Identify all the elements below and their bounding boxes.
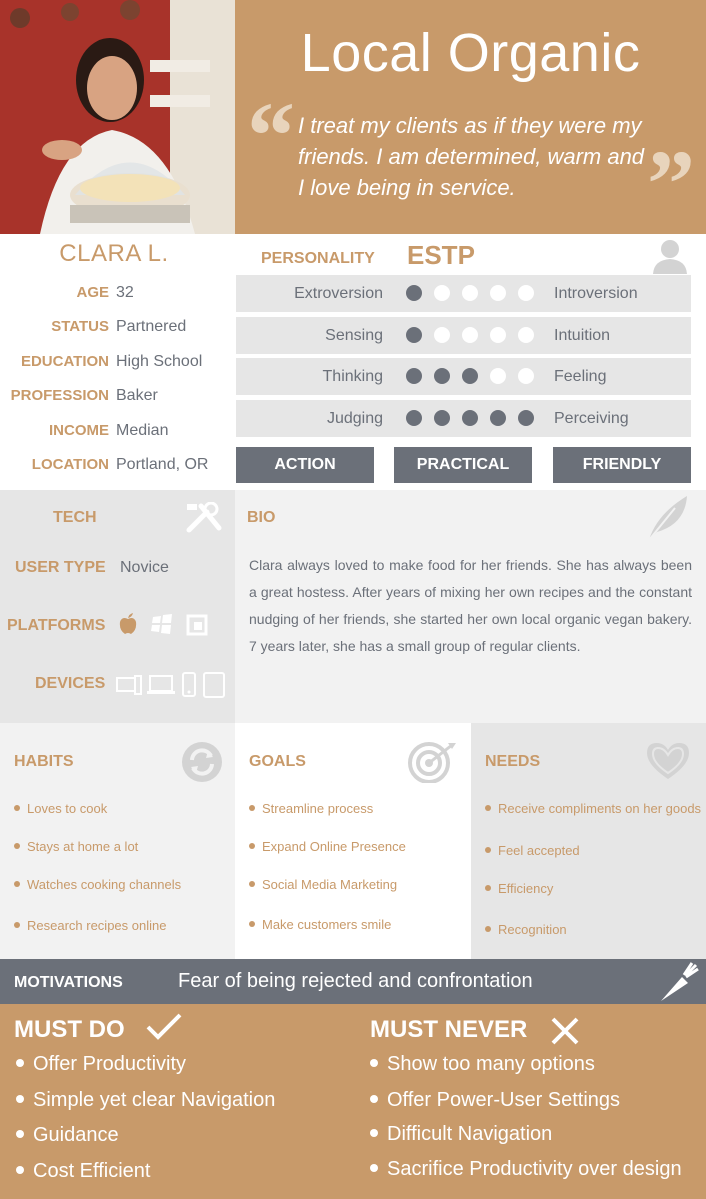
list-item: Offer Productivity xyxy=(14,1052,275,1088)
trait-dot-filled xyxy=(406,410,422,426)
motivations-bar xyxy=(0,959,706,1004)
header-banner xyxy=(235,0,706,237)
goals-list xyxy=(249,801,406,932)
persona-quote: I treat my clients as if they were my friends. I am determined, warm and I love being in service. xyxy=(298,113,645,200)
trait-dot-empty xyxy=(462,285,478,301)
trait-right-label: Feeling xyxy=(554,368,607,385)
must-do-list xyxy=(14,1052,275,1194)
platforms-label: PLATFORMS xyxy=(7,617,106,634)
trait-right-label: Perceiving xyxy=(554,410,629,427)
list-item: Streamline process xyxy=(249,801,406,816)
tablet-icon xyxy=(203,672,225,703)
list-item: Simple yet clear Navigation xyxy=(14,1088,275,1124)
motivations-label: MOTIVATIONS xyxy=(14,974,123,991)
trait-left-label: Sensing xyxy=(325,327,383,344)
profile-value: Median xyxy=(116,422,169,439)
trait-left-label: Judging xyxy=(326,410,383,427)
must-never-label: MUST NEVER xyxy=(370,1016,528,1043)
persona-name: CLARA L. xyxy=(59,240,169,267)
windows-icon xyxy=(151,614,173,639)
trait-dot-filled xyxy=(406,368,422,384)
tools-icon xyxy=(185,502,223,539)
trait-dot-empty xyxy=(518,285,534,301)
list-item: Show too many options xyxy=(368,1052,682,1088)
trait-dot-filled xyxy=(434,368,450,384)
trait-scale xyxy=(406,285,534,301)
trait-row xyxy=(236,400,691,437)
user-icon xyxy=(650,238,690,279)
trait-scale xyxy=(406,368,534,384)
profile-row-profession xyxy=(0,387,235,421)
trait-dot-empty xyxy=(434,327,450,343)
user-type-label: USER TYPE xyxy=(15,559,106,576)
phone-icon xyxy=(181,672,197,703)
profile-label: LOCATION xyxy=(31,456,109,473)
habits-list xyxy=(14,801,181,933)
list-item: Difficult Navigation xyxy=(368,1122,682,1157)
user-type-value: Novice xyxy=(120,559,169,576)
bio-panel xyxy=(235,490,706,723)
persona-photo xyxy=(0,0,235,234)
list-item: Guidance xyxy=(14,1123,275,1159)
apple-icon xyxy=(118,613,138,640)
list-item: Offer Power-User Settings xyxy=(368,1088,682,1123)
goals-label: GOALS xyxy=(249,753,306,770)
trait-dot-filled xyxy=(462,410,478,426)
profile-value: 32 xyxy=(116,284,134,301)
close-quote-icon: ” xyxy=(647,130,695,237)
personality-label: PERSONALITY xyxy=(261,250,375,267)
linux-icon xyxy=(186,614,208,641)
profile-label: PROFESSION xyxy=(10,387,109,404)
list-item: Make customers smile xyxy=(249,917,406,932)
heart-icon xyxy=(645,741,691,786)
trait-dot-filled xyxy=(518,410,534,426)
trait-row xyxy=(236,317,691,354)
profile-row-income xyxy=(0,422,235,456)
must-do-label: MUST DO xyxy=(14,1016,125,1043)
bio-label: BIO xyxy=(247,509,276,526)
profile-value: Portland, OR xyxy=(116,456,209,473)
must-never-list xyxy=(368,1052,682,1192)
list-item: Receive compliments on her goods xyxy=(485,801,701,816)
trait-dot-filled xyxy=(434,410,450,426)
trait-dot-filled xyxy=(406,327,422,343)
trait-dot-empty xyxy=(490,327,506,343)
list-item: Expand Online Presence xyxy=(249,839,406,854)
trait-left-label: Extroversion xyxy=(294,285,383,302)
list-item: Stays at home a lot xyxy=(14,839,181,854)
close-icon xyxy=(550,1016,580,1051)
profile-row-education xyxy=(0,353,235,387)
needs-panel xyxy=(471,723,706,959)
habits-panel xyxy=(0,723,235,959)
trait-dot-filled xyxy=(462,368,478,384)
personality-tag-friendly: FRIENDLY xyxy=(553,447,691,483)
trait-scale xyxy=(406,327,534,343)
trait-row xyxy=(236,358,691,395)
habits-label: HABITS xyxy=(14,753,74,770)
list-item: Cost Efficient xyxy=(14,1159,275,1195)
trait-dot-empty xyxy=(518,368,534,384)
goals-panel xyxy=(235,723,471,959)
trait-dot-filled xyxy=(406,285,422,301)
list-item: Research recipes online xyxy=(14,918,181,933)
open-quote-icon: “ xyxy=(247,82,295,189)
trait-right-label: Introversion xyxy=(554,285,638,302)
list-item: Feel accepted xyxy=(485,843,701,858)
trait-dot-empty xyxy=(434,285,450,301)
devices-label: DEVICES xyxy=(35,675,106,692)
profile-label: STATUS xyxy=(51,318,109,335)
profile-label: INCOME xyxy=(49,422,109,439)
desktop-icon xyxy=(116,674,142,701)
trait-dot-empty xyxy=(462,327,478,343)
page-title: Local Organic xyxy=(300,23,641,83)
trait-right-label: Intuition xyxy=(554,327,611,344)
profile-value: Baker xyxy=(116,387,158,404)
list-item: Loves to cook xyxy=(14,801,181,816)
bio-text: Clara always loved to make food for her friends. She has always been a great hostess. After years of mixing her own recipes and the constant nudging of her friends, she started her own local organic vegan bakery. 7 years later, she has a small group of regular clients. xyxy=(249,557,692,654)
trait-left-label: Thinking xyxy=(322,368,383,385)
profile-row-age xyxy=(0,284,235,318)
personality-tag-practical: PRACTICAL xyxy=(394,447,532,483)
profile-row-status xyxy=(0,318,235,352)
trait-dot-filled xyxy=(490,410,506,426)
trait-dot-empty xyxy=(490,285,506,301)
list-item: Sacrifice Productivity over design xyxy=(368,1157,682,1193)
motivations-text: Fear of being rejected and confrontation xyxy=(178,970,533,992)
profile-value: High School xyxy=(116,353,203,370)
needs-list xyxy=(485,801,701,937)
feather-icon xyxy=(645,494,691,547)
must-panel xyxy=(0,1004,706,1199)
carrot-icon xyxy=(658,961,700,1008)
list-item: Recognition xyxy=(485,922,701,937)
trait-scale xyxy=(406,410,534,426)
check-icon xyxy=(145,1012,183,1047)
list-item: Efficiency xyxy=(485,881,701,896)
profile-label: AGE xyxy=(76,284,109,301)
refresh-icon xyxy=(181,741,223,788)
laptop-icon xyxy=(147,674,175,701)
trait-dot-empty xyxy=(490,368,506,384)
trait-dot-empty xyxy=(518,327,534,343)
profile-row-location xyxy=(0,456,235,490)
tech-label: TECH xyxy=(53,509,97,526)
target-icon xyxy=(408,741,458,788)
list-item: Watches cooking channels xyxy=(14,877,181,892)
trait-row xyxy=(236,275,691,312)
personality-type: ESTP xyxy=(407,240,475,270)
profile-value: Partnered xyxy=(116,318,187,335)
needs-label: NEEDS xyxy=(485,753,541,770)
profile-label: EDUCATION xyxy=(20,353,109,370)
tech-panel xyxy=(0,490,235,723)
list-item: Social Media Marketing xyxy=(249,877,406,892)
personality-tag-action: ACTION xyxy=(236,447,374,483)
